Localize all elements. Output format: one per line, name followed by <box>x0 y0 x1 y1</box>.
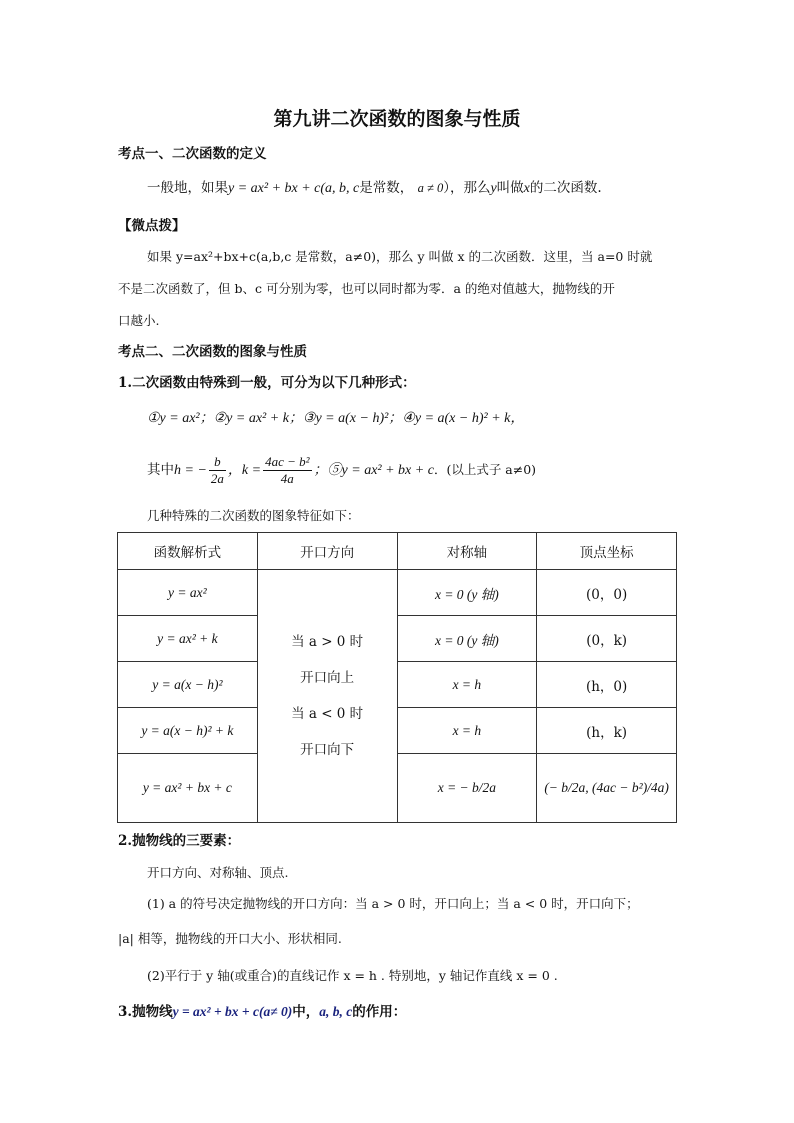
tip-line-3: 口越小. <box>118 313 160 328</box>
formula-cell: y = ax² + k <box>118 616 258 662</box>
three-elements-list: 开口方向、对称轴、顶点. <box>147 865 289 880</box>
axis-cell: x = 0 (y 轴) <box>397 616 537 662</box>
vertex-cell: (0，k) <box>537 616 677 662</box>
rule-sign-of-a: (1) a 的符号决定抛物线的开口方向：当 a > 0 时，开口向上；当 a < 0 时，开口向下； <box>147 896 639 911</box>
tip-heading: 【微点拨】 <box>118 218 186 234</box>
formula-cell: y = a(x − h)² + k <box>118 708 258 754</box>
formula-cell: y = a(x − h)² <box>118 662 258 708</box>
rule-abs-a: |a| 相等，抛物线的开口大小、形状相同. <box>118 931 342 946</box>
page-title: 第九讲二次函数的图象与性质 <box>273 108 521 130</box>
formula-cell: y = ax² + bx + c <box>118 754 258 823</box>
vertex-cell: (h，k) <box>537 708 677 754</box>
formula-cell: y = ax² <box>118 570 258 616</box>
vertex-cell: (− b/2a, (4ac − b²)/4a) <box>537 754 677 823</box>
axis-cell: x = h <box>397 662 537 708</box>
table-intro: 几种特殊的二次函数的图象特征如下： <box>147 508 360 523</box>
subheading-three-elements: 2.抛物线的三要素： <box>118 833 241 849</box>
axis-cell: x = 0 (y 轴) <box>397 570 537 616</box>
fraction-k: $\frac{\text{4ac − b²}}{4a}$ <box>265 454 310 486</box>
table-header: 开口方向 <box>257 533 397 570</box>
table-row <box>118 754 677 823</box>
quadratic-features-table <box>117 532 677 823</box>
table-header: 函数解析式 <box>118 533 258 570</box>
table-row <box>118 570 677 616</box>
table-row <box>118 708 677 754</box>
table-header: 对称轴 <box>397 533 537 570</box>
vertex-cell: (h，0) <box>537 662 677 708</box>
opening-direction-cell: 当 a > 0 时 开口向上 当 a < 0 时 开口向下 <box>257 570 397 823</box>
definition-sentence: 一般地，如果y = ax² + bx + c(a, b, c是常数， a ≠ 0），那么y叫做x的二次函数. <box>147 180 602 196</box>
tip-line-1: 如果 y=ax²+bx+c(a,b,c 是常数，a≠0)，那么 y 叫做 x 的二次函数．这里，当 a=0 时就 <box>147 249 653 264</box>
rule-axis-line: (2)平行于 y 轴(或重合)的直线记作 x = h . 特别地，y 轴记作直线 x = 0 . <box>147 968 558 983</box>
section-heading-definition: 考点一、二次函数的定义 <box>118 146 267 162</box>
subheading-coefficients: 3.抛物线y = ax² + bx + c(a≠ 0)中，a, b, c的作用： <box>118 1004 407 1020</box>
table-row <box>118 616 677 662</box>
axis-cell: x = h <box>397 708 537 754</box>
section-heading-graph: 考点二、二次函数的图象与性质 <box>118 344 307 360</box>
axis-cell: x = − b/2a <box>397 754 537 823</box>
table-row <box>118 662 677 708</box>
tip-line-2: 不是二次函数了，但 b、c 可分别为零，也可以同时都为零．a 的绝对值越大，抛物线的开 <box>118 281 615 296</box>
vertex-params-line: 其中h = − $\frac{b}{2a}$ ，k = $\frac{\text{4ac − b²}}{4a}$ ；⑤y = ax² + bx + c．(以上式子 a≠0) <box>147 454 537 486</box>
vertex-cell: (0，0) <box>537 570 677 616</box>
table-header: 顶点坐标 <box>537 533 677 570</box>
subheading-forms: 1.二次函数由特殊到一般，可分为以下几种形式： <box>118 375 416 391</box>
forms-line: ①y = ax²；②y = ax² + k；③y = a(x − h)²；④y = a(x − h)² + k， <box>147 411 525 426</box>
fraction-b-over-2a: $\frac{b}{2a}$ <box>210 454 224 486</box>
